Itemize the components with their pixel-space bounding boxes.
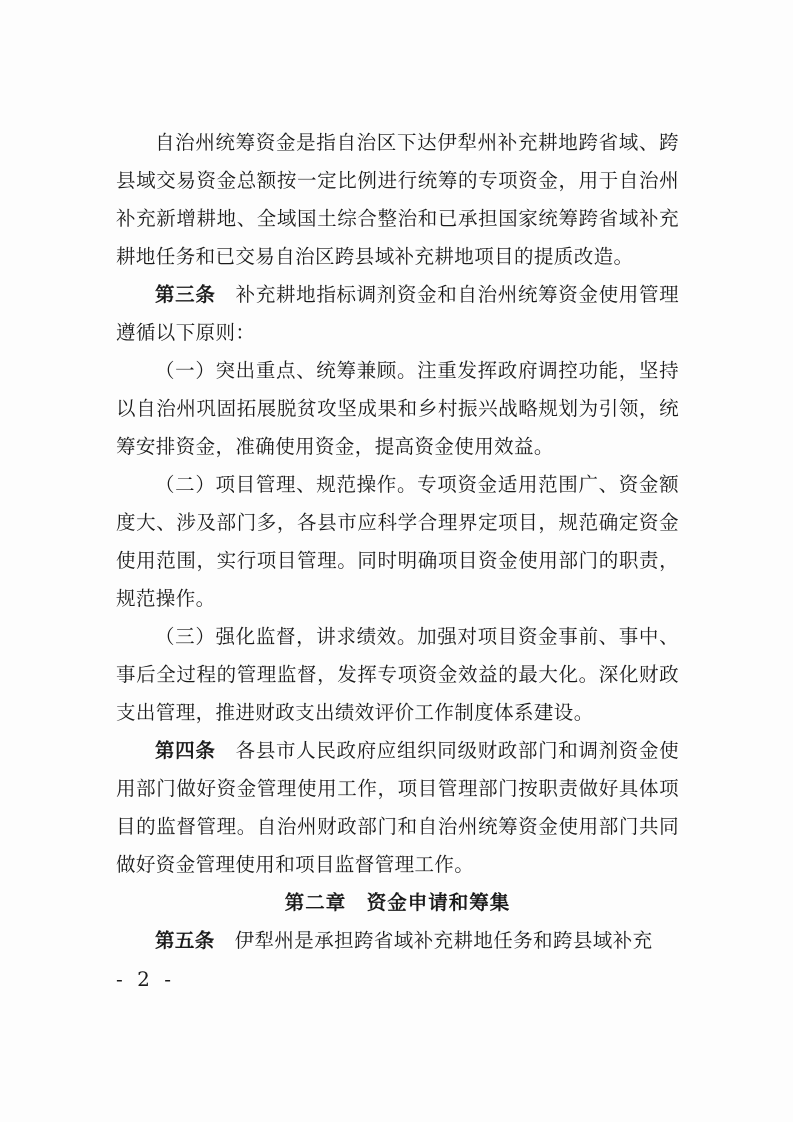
principle-2 xyxy=(116,466,679,618)
article-heading: 第四条 xyxy=(155,739,216,762)
principle-1 xyxy=(116,352,679,466)
paragraph-text: 各县市人民政府应组织同级财政部门和调剂资金使用部门做好资金管理使用工作，项目管理部门按职责做好具体项目的监督管理。自治州财政部门和自治州统筹资金使用部门共同做好资金管理使用和项目监督管理工作。 xyxy=(116,739,680,876)
paragraph-text: （二）项目管理、规范操作。专项资金适用范围广、资金额度大、涉及部门多，各县市应科学合理界定项目，规范确定资金使用范围，实行项目管理。同时明确项目资金使用部门的职责，规范操作。 xyxy=(116,473,679,610)
paragraph-text: 自治州统筹资金是指自治区下达伊犁州补充耕地跨省域、跨县域交易资金总额按一定比例进行统筹的专项资金，用于自治州补充新增耕地、全域国土综合整治和已承担国家统筹跨省域补充耕地任务和已交易自治区跨县域补充耕地项目的提质改造。 xyxy=(116,131,679,268)
paragraph-text: 伊犁州是承担跨省域补充耕地任务和跨县域补充 xyxy=(214,929,653,952)
paragraph-text: 补充耕地指标调剂资金和自治州统筹资金使用管理遵循以下原则： xyxy=(116,283,680,344)
article-heading: 第三条 xyxy=(155,283,216,306)
article-3 xyxy=(116,276,679,352)
article-5 xyxy=(116,922,679,960)
paragraph-text: （三）强化监督，讲求绩效。加强对项目资金事前、事中、事后全过程的管理监督，发挥专项资金效益的最大化。深化财政支出管理，推进财政支出绩效评价工作制度体系建设。 xyxy=(116,625,679,724)
document-body xyxy=(116,124,679,960)
article-heading: 第五条 xyxy=(155,929,215,952)
principle-3 xyxy=(116,618,679,732)
paragraph-text: （一）突出重点、统筹兼顾。注重发挥政府调控功能，坚持以自治州巩固拓展脱贫攻坚成果和乡村振兴战略规划为引领，统筹安排资金，准确使用资金，提高资金使用效益。 xyxy=(116,359,679,458)
page-number: - 2 - xyxy=(116,967,175,991)
article-4 xyxy=(116,732,679,884)
chapter-title: 第二章 资金申请和筹集 xyxy=(284,891,511,914)
paragraph-fund-definition xyxy=(116,124,679,276)
